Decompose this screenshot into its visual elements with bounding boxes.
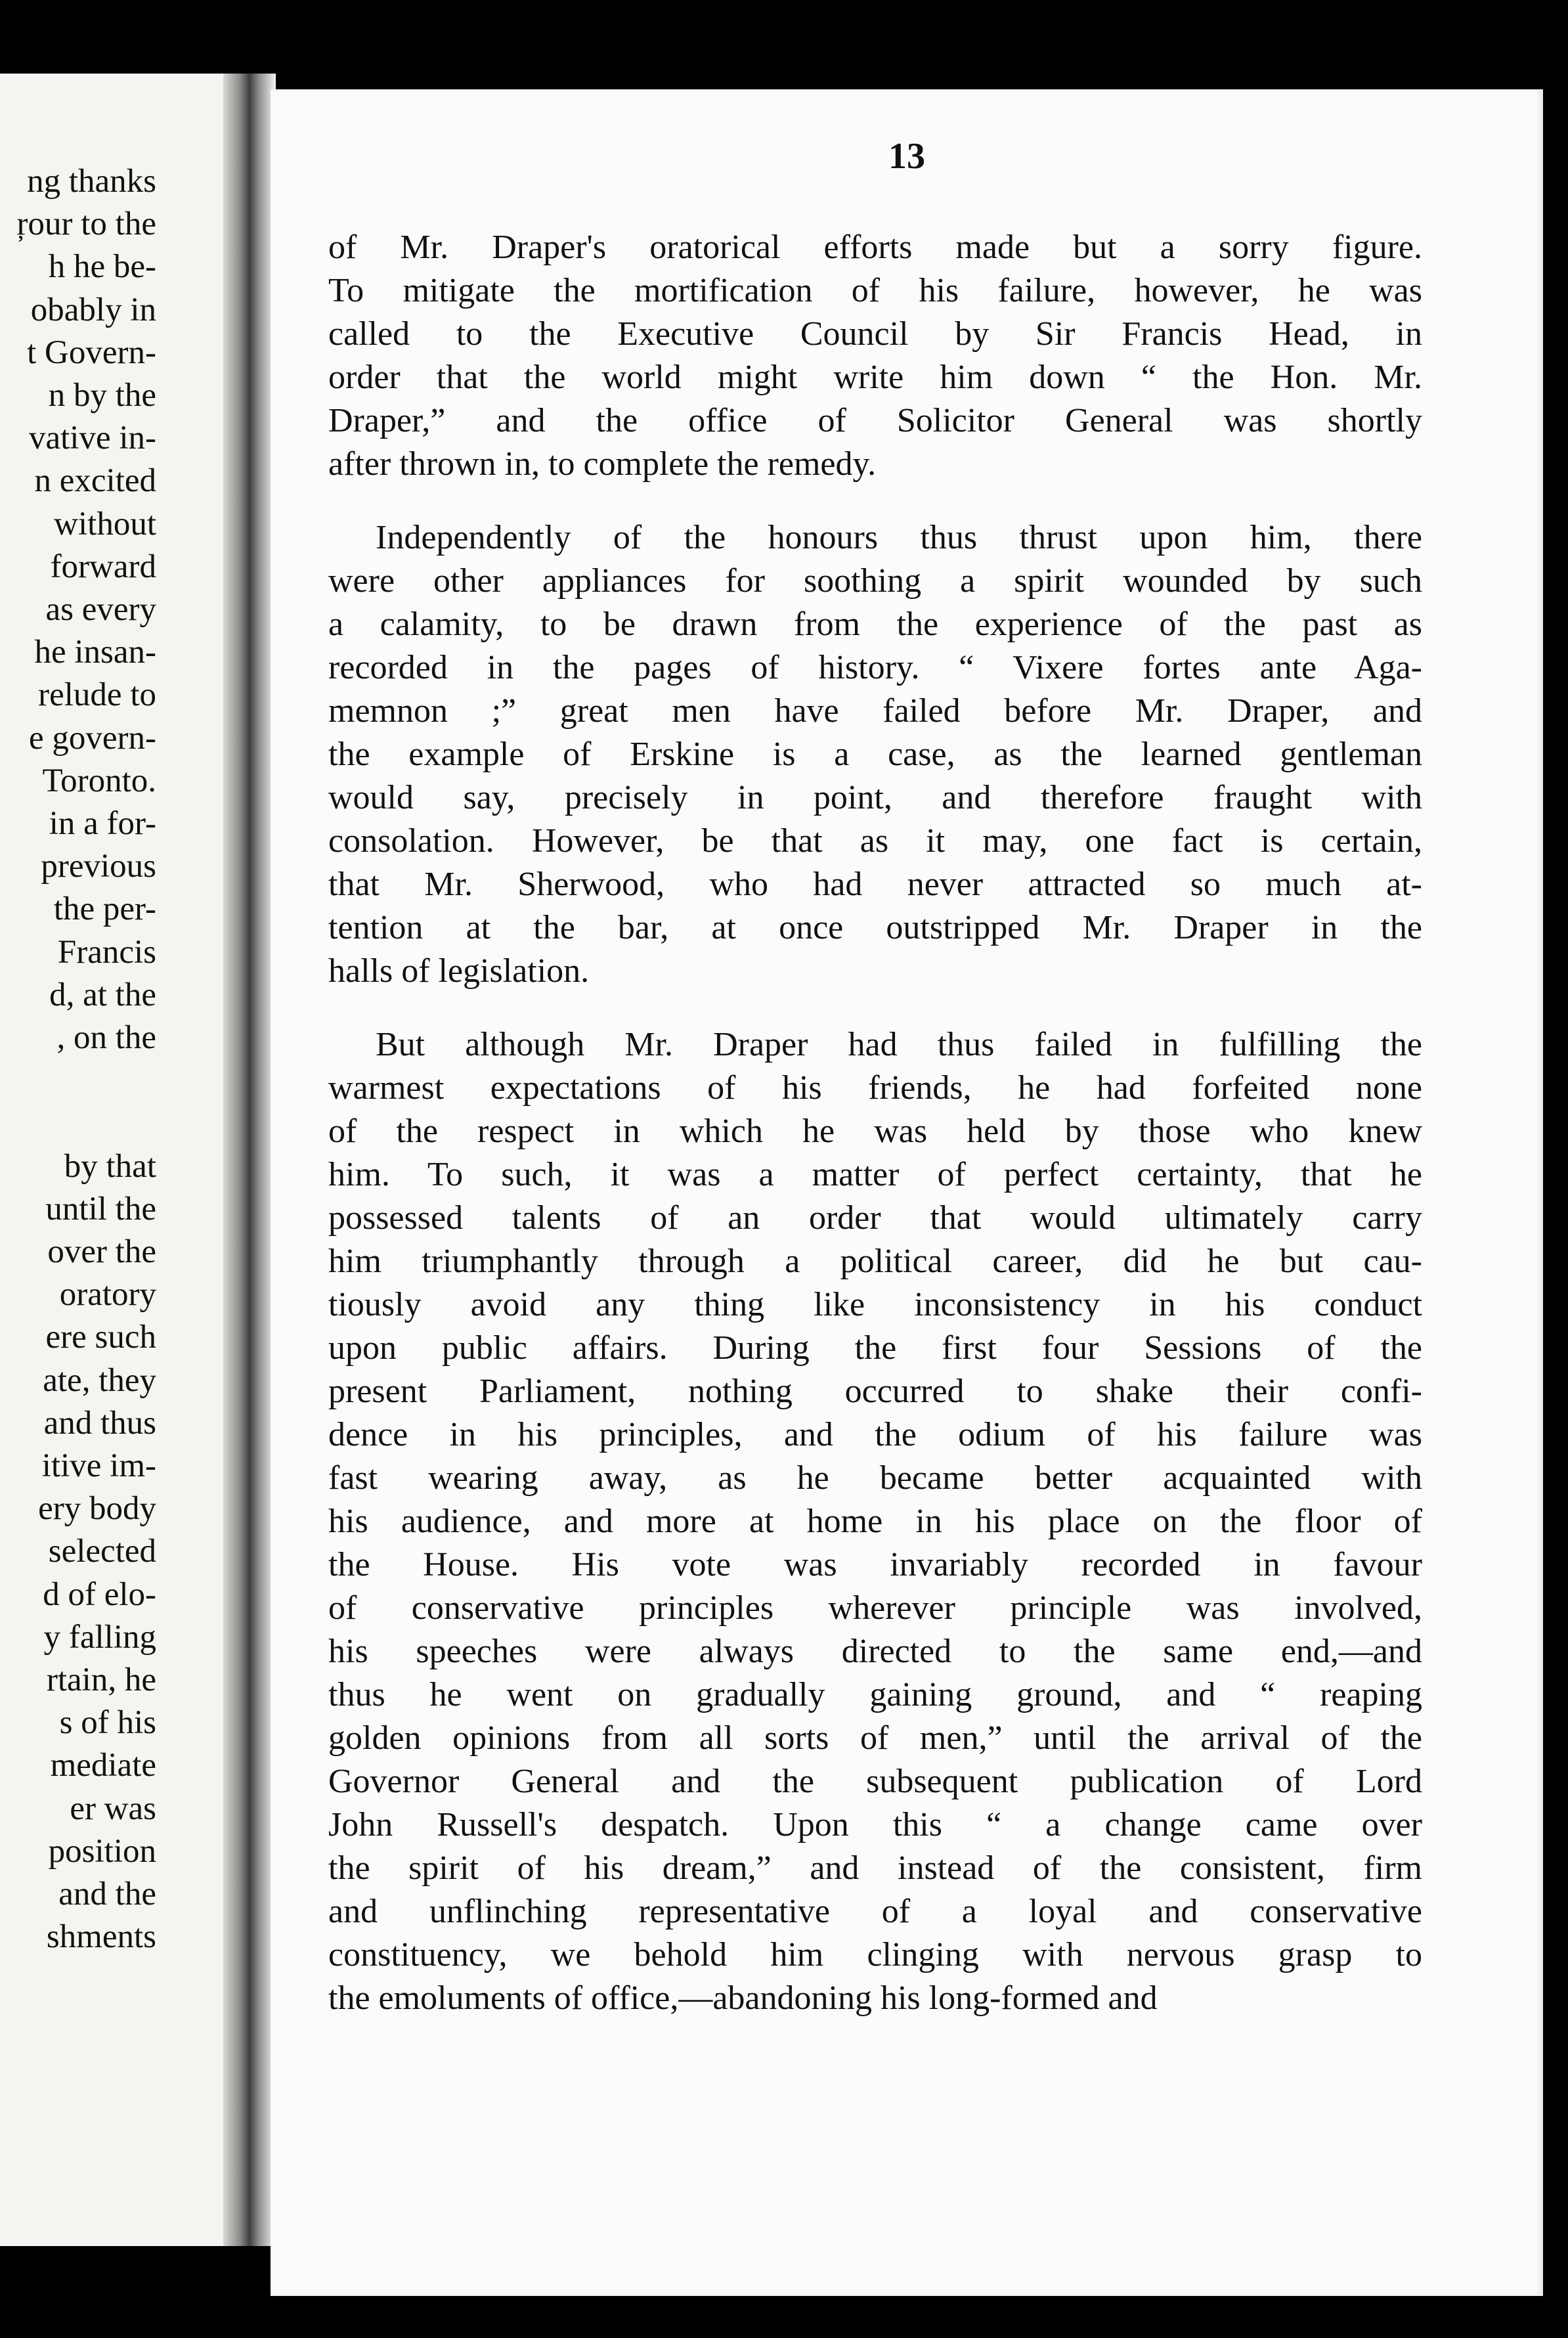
text-line: of conservative principles wherever principle was involved, [328, 1589, 1422, 1627]
text-line: Independently of the honours thus thrust upon him, there [376, 519, 1422, 556]
paragraph-1 [328, 226, 1422, 486]
left-page-line: y falling [43, 1618, 156, 1656]
left-page-line: mediate [50, 1747, 156, 1784]
left-page-line: d of elo- [43, 1576, 156, 1613]
left-page-line: selected [48, 1533, 156, 1570]
text-line: would say, precisely in point, and therefore fraught with [328, 779, 1422, 816]
left-page-line: he insan- [34, 634, 156, 671]
left-page-line: ere such [45, 1319, 156, 1356]
left-page-line: obably in [30, 291, 156, 328]
left-page-line: as every [45, 591, 156, 628]
right-page [271, 89, 1543, 2296]
text-line: him. To such, it was a matter of perfect certainty, that he [328, 1156, 1422, 1193]
left-page-fragment [0, 74, 236, 2246]
text-line: the spirit of his dream,” and instead of the consistent, firm [328, 1849, 1422, 1887]
text-line: were other appliances for soothing a spirit wounded by such [328, 562, 1422, 600]
text-line: him triumphantly through a political career, did he but cau- [328, 1243, 1422, 1280]
text-line: To mitigate the mortification of his failure, however, he was [328, 272, 1422, 309]
text-line: Draper,” and the office of Solicitor General was shortly [328, 402, 1422, 439]
left-page-line: t Govern- [27, 334, 156, 371]
text-line: present Parliament, nothing occurred to shake their confi- [328, 1373, 1422, 1410]
page-number: 13 [888, 136, 925, 177]
body-text [328, 226, 1422, 2020]
left-page-line: in a for- [49, 805, 156, 842]
left-page-line: Toronto. [42, 762, 156, 799]
text-line: thus he went on gradually gaining ground, and “ reaping [328, 1676, 1422, 1713]
text-line: of the respect in which he was held by those who knew [328, 1113, 1422, 1150]
left-page-line: the per- [53, 891, 156, 928]
left-page-line: er was [70, 1790, 156, 1827]
left-page-line: e govern- [29, 719, 156, 757]
text-line: recorded in the pages of history. “ Vixere fortes ante Aga- [328, 649, 1422, 686]
left-page-line: d, at the [49, 976, 156, 1013]
left-page-line: until the [45, 1190, 156, 1227]
left-page-line: h he be- [48, 248, 156, 286]
text-line: memnon ;” great men have failed before Mr. Draper, and [328, 692, 1422, 730]
left-page-line: n excited [34, 462, 156, 500]
left-page-line: rtain, he [46, 1662, 156, 1698]
text-line: But although Mr. Draper had thus failed in fulfilling the [376, 1026, 1422, 1063]
left-page-line: and thus [43, 1404, 156, 1442]
left-page-line: oratory [59, 1276, 156, 1313]
text-line: possessed talents of an order that would ultimately carry [328, 1199, 1422, 1237]
text-line: consolation. However, be that as it may, one fact is certain, [328, 822, 1422, 860]
left-page-line: ate, they [43, 1361, 156, 1399]
left-page-line: ng thanks [27, 163, 156, 200]
text-line: the House. His vote was invariably recorded in favour [328, 1546, 1422, 1583]
left-page-line: position [48, 1832, 156, 1870]
left-page-line: ery body [38, 1490, 156, 1528]
text-line: upon public affairs. During the first four Sessions of the [328, 1329, 1422, 1367]
text-line: called to the Executive Council by Sir Francis Head, in [328, 315, 1422, 353]
left-page-line: , on the [56, 1019, 156, 1056]
text-line: warmest expectations of his friends, he had forfeited none [328, 1069, 1422, 1107]
left-page-line: n by the [48, 377, 156, 414]
text-line: the emoluments of office,—abandoning his long-formed and [328, 1979, 1158, 2017]
text-line: and unflinching representative of a loyal and conservative [328, 1893, 1422, 1930]
left-page-line: by that [64, 1147, 156, 1185]
text-line: golden opinions from all sorts of men,” until the arrival of the [328, 1719, 1422, 1757]
text-line: John Russell's despatch. Upon this “ a change came over [328, 1806, 1422, 1843]
text-line: halls of legislation. [328, 952, 590, 990]
text-line: Governor General and the subsequent publication of Lord [328, 1763, 1422, 1800]
left-page-line: relude to [38, 676, 156, 714]
left-page-line: over the [47, 1233, 156, 1270]
left-page-line: previous [41, 848, 156, 885]
paragraph-2 [328, 516, 1422, 993]
left-page-line: s of his [59, 1704, 156, 1742]
text-line: of Mr. Draper's oratorical efforts made but a sorry figure. [328, 229, 1422, 266]
left-page-line: vative in- [28, 420, 156, 457]
left-page-line: and the [58, 1876, 156, 1912]
text-line: constituency, we behold him clinging with nervous grasp to [328, 1936, 1422, 1974]
left-page-line: forward [50, 548, 156, 585]
left-page-line: without [54, 505, 156, 542]
text-line: that Mr. Sherwood, who had never attracted so much at- [328, 866, 1422, 903]
left-page-line: Francis [57, 933, 156, 971]
text-line: after thrown in, to complete the remedy. [328, 445, 877, 483]
left-page-line: itive im- [41, 1447, 156, 1484]
book-gutter [223, 74, 276, 2246]
left-page-line: shments [46, 1918, 156, 1956]
text-line: order that the world might write him down “ the Hon. Mr. [328, 359, 1422, 396]
text-line: tention at the bar, at once outstripped Mr. Draper in the [328, 909, 1422, 946]
text-line: his audience, and more at home in his place on the floor of [328, 1503, 1422, 1540]
text-line: his speeches were always directed to the same end,—and [328, 1633, 1422, 1670]
text-line: fast wearing away, as he became better acquainted with [328, 1459, 1422, 1497]
text-line: tiously avoid any thing like inconsistency in his conduct [328, 1286, 1422, 1323]
text-line: a calamity, to be drawn from the experience of the past as [328, 606, 1422, 643]
text-line: the example of Erskine is a case, as the learned gentleman [328, 736, 1422, 773]
paragraph-3 [328, 1023, 1422, 2020]
left-page-line: ŗour to the [16, 206, 156, 243]
text-line: dence in his principles, and the odium of his failure was [328, 1416, 1422, 1453]
